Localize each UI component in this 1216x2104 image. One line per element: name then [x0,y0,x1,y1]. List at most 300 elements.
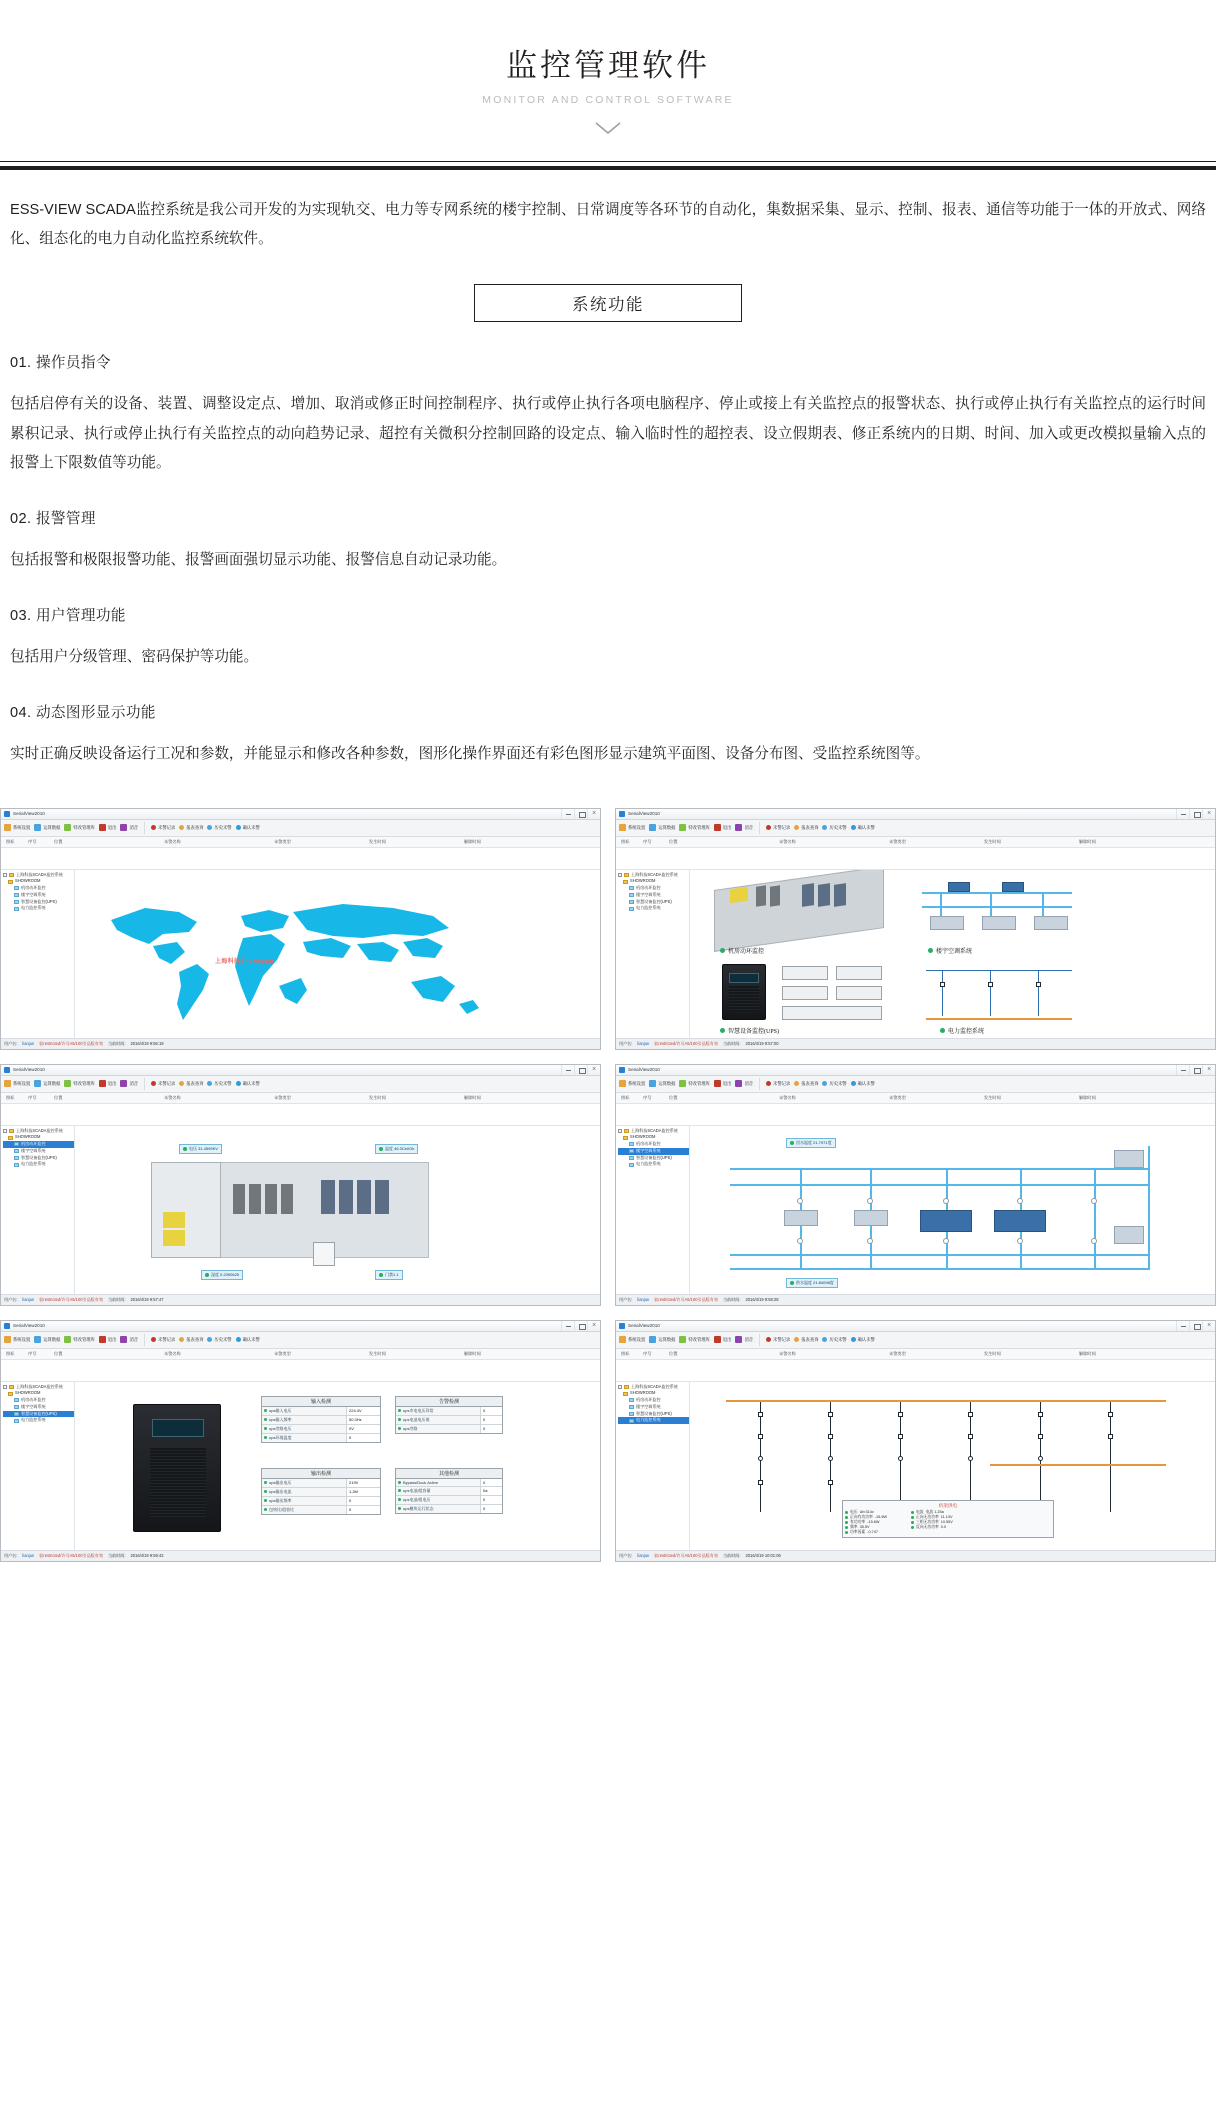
status-license: 软restricted/许可A5/100引品版有效 [654,1552,718,1558]
toolbar-button-confirm-alarm[interactable]: 确认未警 [236,825,260,831]
window-title: SerialView2010 [13,811,45,816]
window-titlebar [616,1321,1215,1332]
toolbar-button-history-alarm[interactable]: 历史未警 [822,1337,846,1343]
root-folder-icon [624,1129,629,1133]
earth-switch[interactable] [758,1480,763,1485]
window-maximize-icon[interactable] [1189,809,1202,819]
window-maximize-icon[interactable] [574,809,587,819]
app-icon [4,1323,10,1329]
toolbar-button-edit-library[interactable]: 特改管理库 [64,1336,94,1343]
tree-item-power[interactable]: 电力监控系统 [618,905,689,912]
expand-icon[interactable]: - [4,1128,6,1133]
canvas-room-3d[interactable] [75,1126,600,1296]
ct-symbol[interactable] [898,1456,903,1461]
window-titlebar [1,1321,600,1332]
tree-item-ups[interactable]: 智慧设备监控(UPS) [618,899,689,906]
valve-node[interactable] [867,1238,873,1244]
report-icon [794,1081,799,1086]
leaf-icon [629,900,634,904]
valve-node[interactable] [1091,1238,1097,1244]
expand-icon[interactable]: - [619,1384,621,1389]
tree-item-ups[interactable]: 智慧设备监控(UPS) [618,1155,689,1162]
status-time-label: 当前时间: [107,1296,126,1302]
main-busbar [726,1400,1166,1402]
table-input-detection: 输入检测 ups输入电压 224.4V ups输入频率 50.3Hz ups旁路电压 0V ups环境温度 0 [261,1396,381,1443]
mute-icon [735,1336,742,1343]
tree-item-root[interactable]: - 上海科技SCADA监控系统 [619,1127,678,1133]
exit-icon [714,1336,721,1343]
disconnect-switch[interactable] [968,1412,973,1417]
tree-item-hvac[interactable]: 楼宇空调系统 [3,1148,74,1155]
confirm-icon [851,1337,856,1342]
metric-chip-voltage[interactable]: 电压 31.4599KV [179,1144,222,1154]
server-rack [249,1184,261,1214]
toolbar-button-confirm-alarm[interactable]: 确认未警 [851,825,875,831]
table-row[interactable]: ups环境温度 0 [262,1434,380,1442]
toolbar-button-runtime-data[interactable]: 运算数据 [34,1336,60,1343]
canvas-four-up-overview[interactable] [690,870,1215,1040]
status-user-label: 用户名: [4,1552,18,1558]
folder-icon [8,1136,13,1140]
toolbar-button-alarm-record[interactable]: 未警记录 [151,1337,175,1343]
valve-node[interactable] [1017,1198,1023,1204]
toolbar-button-runtime-data[interactable]: 运算数据 [649,824,675,831]
canvas-world-map[interactable] [75,870,600,1040]
tree-item-hvac[interactable]: 楼宇空调系统 [3,1404,74,1411]
toolbar-button-exit[interactable]: 退出 [714,824,732,831]
tree-item-root[interactable]: - 上海科技SCADA监控系统 [619,871,678,877]
tree-item-ups[interactable]: 智慧设备监控(UPS) [618,1411,689,1418]
status-user-value: lianjun [637,1553,650,1558]
folder-icon [623,880,628,884]
valve-node[interactable] [867,1198,873,1204]
toolbar-button-alarm-record[interactable]: 未警记录 [766,1081,790,1087]
tree-item-showroom[interactable]: SHOWROOM [3,1134,74,1141]
toolbar-button-history-alarm[interactable]: 历史未警 [207,1081,231,1087]
table-row[interactable]: ups电池/组电压 0 [396,1496,502,1505]
leaf-icon [14,900,19,904]
lower-header-pipe [730,1254,1150,1256]
circuit-breaker[interactable] [898,1434,903,1439]
window-close-icon[interactable] [1202,1321,1215,1331]
window-close-icon[interactable] [1202,1065,1215,1075]
page-title: 监控管理软件 [506,48,710,83]
confirm-icon [236,1337,241,1342]
toolbar-button-confirm-alarm[interactable]: 确认未警 [236,1081,260,1087]
window-minimize-icon[interactable] [1176,1321,1189,1331]
leaf-icon [629,1149,634,1153]
toolbar-button-system-settings[interactable]: 系统设置 [4,1336,30,1343]
chiller-unit[interactable] [920,1210,972,1232]
tree-item-power[interactable]: 电力监控系统 [3,905,74,912]
window-toolbar [1,1076,600,1093]
navigation-tree[interactable] [1,1382,75,1552]
alarm-list-area[interactable] [616,848,1215,870]
window-maximize-icon[interactable] [574,1321,587,1331]
server-rack [281,1184,293,1214]
window-minimize-icon[interactable] [561,1065,574,1075]
header-divider [0,161,1216,170]
table-row[interactable]: Bypass/Duck Active 0 [396,1479,502,1487]
history-icon [822,1337,827,1342]
quadrant-caption-ups: 智慧设备监控(UPS) [720,1026,779,1035]
toolbar-button-mute[interactable]: 消音 [735,824,753,831]
ups-graphic [722,964,766,1020]
toolbar-button-edit-library[interactable]: 特改管理库 [679,824,709,831]
screenshot-gallery [0,808,1216,1580]
toolbar-button-exit[interactable]: 退出 [99,824,117,831]
legend-item: 功率因素 -0.747 [845,1530,907,1535]
tree-item-showroom[interactable]: SHOWROOM [618,1390,689,1397]
toolbar-button-edit-library[interactable]: 特改管理库 [64,1080,94,1087]
tree-item-room-monitor[interactable]: 机房动环监控 [618,1141,689,1148]
circuit-breaker[interactable] [1038,1434,1043,1439]
leaf-icon [14,1419,19,1423]
status-bar [616,1550,1215,1561]
ahu-unit [1002,882,1024,892]
toolbar-button-edit-library[interactable]: 特改管理库 [679,1080,709,1087]
legend-item: 有功功率 -15.6W [845,1520,907,1525]
access-door [313,1242,335,1266]
toolbar-button-runtime-data[interactable]: 运算数据 [649,1336,675,1343]
circuit-breaker[interactable] [1108,1434,1113,1439]
table-row[interactable]: ups市电电压异常 0 [396,1407,502,1416]
expand-icon[interactable]: - [619,1128,621,1133]
navigation-tree[interactable] [616,1382,690,1552]
toolbar-button-report-query[interactable]: 报表查询 [794,825,818,831]
expand-icon[interactable]: - [4,872,6,877]
metric-chip-door[interactable]: 门禁1 1 [375,1270,403,1280]
mute-icon [735,1080,742,1087]
gear-icon [619,1336,626,1343]
window-minimize-icon[interactable] [1176,1065,1189,1075]
valve-node[interactable] [943,1238,949,1244]
exit-icon [714,824,721,831]
tree-item-showroom[interactable]: SHOWROOM [3,878,74,885]
window-toolbar [616,1076,1215,1093]
screenshot-room-3d-window [0,1064,601,1306]
page-header [0,0,1216,170]
status-time-value: 2016/4/19 9:56:19 [130,1041,164,1046]
toolbar-button-system-settings[interactable]: 系统设置 [619,1336,645,1343]
tree-item-root[interactable]: - 上海科技SCADA监控系统 [4,1383,63,1389]
folder-icon [8,880,13,884]
status-user-label: 用户名: [619,1296,633,1302]
toolbar-button-confirm-alarm[interactable]: 确认未警 [851,1081,875,1087]
window-close-icon[interactable] [1202,809,1215,819]
window-maximize-icon[interactable] [1189,1321,1202,1331]
toolbar-button-exit[interactable]: 退出 [714,1080,732,1087]
valve-node[interactable] [943,1198,949,1204]
server-rack [233,1184,245,1214]
page-subtitle: MONITOR AND CONTROL SOFTWARE [482,94,734,106]
cooling-tower[interactable] [1114,1150,1144,1168]
feeder-line [1110,1402,1111,1512]
tree-item-room-monitor[interactable]: 机房动环监控 [618,885,689,892]
tree-item-hvac[interactable]: 楼宇空调系统 [618,1148,689,1155]
leaf-icon [629,893,634,897]
status-bar [1,1038,600,1049]
toolbar-button-mute[interactable]: 消音 [120,1336,138,1343]
navigation-tree[interactable] [616,870,690,1040]
window-minimize-icon[interactable] [1176,809,1189,819]
toolbar-button-history-alarm[interactable]: 历史未警 [207,1337,231,1343]
status-time-value: 2016/4/19 9:58:28 [745,1297,779,1302]
status-time-value: 2016/4/19 10:01:06 [745,1553,781,1558]
alarm-list-area[interactable] [1,848,600,870]
toolbar-button-runtime-data[interactable]: 运算数据 [34,1080,60,1087]
tree-item-hvac[interactable]: 楼宇空调系统 [618,892,689,899]
toolbar-button-report-query[interactable]: 报表查询 [179,825,203,831]
toolbar-button-alarm-record[interactable]: 未警记录 [766,1337,790,1343]
toolbar-button-report-query[interactable]: 报表查询 [794,1337,818,1343]
mute-icon [120,1080,127,1087]
toolbar-button-alarm-record[interactable]: 未警记录 [766,825,790,831]
ahu-unit [948,882,970,892]
toolbar-button-confirm-alarm[interactable]: 确认未警 [851,1337,875,1343]
expand-icon[interactable]: - [619,872,621,877]
canvas-hvac-schematic[interactable] [690,1126,1215,1296]
alarm-list-area[interactable] [1,1360,600,1382]
toolbar-button-report-query[interactable]: 报表查询 [179,1081,203,1087]
alarm-table-header: 图标 序号 位置 未警名称 未警类型 发生时间 解除时间 [1,1349,600,1360]
breaker-symbol[interactable] [988,982,993,987]
valve-node[interactable] [1091,1198,1097,1204]
metric-chip-temperature[interactable]: 温度 46.3Cel/Oh [375,1144,418,1154]
root-folder-icon [624,873,629,877]
tree-item-ups[interactable]: 智慧设备监控(UPS) [3,1411,74,1418]
navigation-tree[interactable] [616,1126,690,1296]
app-icon [619,1323,625,1329]
leaf-icon [14,1156,19,1160]
leaf-icon [14,1412,19,1416]
valve-node[interactable] [797,1198,803,1204]
room-iso-graphic [714,870,884,952]
database-icon [649,824,656,831]
tree-item-showroom[interactable]: SHOWROOM [3,1390,74,1397]
tree-item-ups[interactable]: 智慧设备监控(UPS) [3,899,74,906]
status-bar [616,1294,1215,1305]
table-row[interactable]: ups电池电压低 0 [396,1416,502,1425]
database-icon [649,1336,656,1343]
leaf-icon [14,1142,19,1146]
canvas-ups-detail[interactable] [75,1382,600,1552]
toolbar-button-system-settings[interactable]: 系统设置 [619,824,645,831]
table-row[interactable]: ups输入频率 50.3Hz [262,1416,380,1425]
metric-chip-supply-temp[interactable]: 供水温度 21.84098度 [786,1278,838,1288]
server-rack [375,1180,389,1214]
toolbar-button-report-query[interactable]: 报表查询 [794,1081,818,1087]
canvas-one-line-diagram[interactable] [690,1382,1215,1552]
table-row[interactable]: ups电池/组容量 0a [396,1487,502,1496]
status-time-value: 2016/4/19 9:57:00 [745,1041,779,1046]
toolbar-button-system-settings[interactable]: 系统设置 [619,1080,645,1087]
metric-chip-return-temp[interactable]: 回水温度 21.7971度 [786,1138,836,1148]
window-title: SerialView2010 [13,1323,45,1328]
alarm-record-icon [766,1081,771,1086]
toolbar-button-exit[interactable]: 退出 [714,1336,732,1343]
alarm-list-area[interactable] [616,1104,1215,1126]
toolbar-button-exit[interactable]: 退出 [99,1080,117,1087]
window-close-icon[interactable] [587,1065,600,1075]
status-time-value: 2016/4/19 9:57:47 [130,1297,164,1302]
toolbar-button-mute[interactable]: 消音 [120,1080,138,1087]
function-body-2: 包括报警和极限报警功能、报警画面强切显示功能、报警信息自动记录功能。 [10,551,507,568]
tree-item-ups[interactable]: 智慧设备监控(UPS) [3,1155,74,1162]
toolbar-button-mute[interactable]: 消音 [735,1336,753,1343]
tree-item-room-monitor[interactable]: 机房动环监控 [618,1397,689,1404]
window-maximize-icon[interactable] [1189,1065,1202,1075]
legend-item: 电流 电流 1.25a [911,1510,973,1515]
riser-pipe [1148,1146,1150,1268]
root-folder-icon [9,873,14,877]
toolbar-button-edit-library[interactable]: 特改管理库 [679,1336,709,1343]
toolbar-button-confirm-alarm[interactable]: 确认未警 [236,1337,260,1343]
alarm-record-icon [766,825,771,830]
tree-item-showroom[interactable]: SHOWROOM [618,878,689,885]
toolbar-button-runtime-data[interactable]: 运算数据 [34,824,60,831]
ct-symbol[interactable] [758,1456,763,1461]
table-row[interactable]: ups旁路 0 [396,1425,502,1433]
tree-item-room-monitor[interactable]: 机房动环监控 [3,1141,74,1148]
circuit-breaker[interactable] [968,1434,973,1439]
rack-panel [782,966,828,980]
ct-symbol[interactable] [968,1456,973,1461]
return-header-pipe [730,1184,1150,1186]
navigation-tree[interactable] [1,870,75,1040]
app-icon [4,811,10,817]
toolbar-button-exit[interactable]: 退出 [99,1336,117,1343]
root-folder-icon [624,1385,629,1389]
tree-item-power[interactable]: 电力监控系统 [3,1161,74,1168]
disconnect-switch[interactable] [898,1412,903,1417]
leaf-icon [629,907,634,911]
tree-item-room-monitor[interactable]: 机房动环监控 [3,1397,74,1404]
tree-item-power[interactable]: 电力监控系统 [3,1417,74,1424]
toolbar-button-runtime-data[interactable]: 运算数据 [649,1080,675,1087]
status-time-label: 当前时间: [722,1040,741,1046]
table-row[interactable]: ups旁路电压 0V [262,1425,380,1434]
window-minimize-icon[interactable] [561,1321,574,1331]
confirm-icon [851,825,856,830]
legend-item: 三相无功功率 10.55V [911,1520,973,1525]
window-titlebar [1,1065,600,1076]
database-icon [34,824,41,831]
toolbar-button-mute[interactable]: 消音 [120,824,138,831]
tree-item-root[interactable]: - 上海科技SCADA监控系统 [4,1127,63,1133]
disconnect-switch[interactable] [828,1412,833,1417]
leaf-icon [14,1405,19,1409]
table-row[interactable]: ups输出电流 1.2M [262,1488,380,1497]
leaf-icon [629,1419,634,1423]
status-time-label: 当前时间: [722,1552,741,1558]
valve-node[interactable] [797,1238,803,1244]
cooling-tower[interactable] [1114,1226,1144,1244]
toolbar-button-history-alarm[interactable]: 历史未警 [822,1081,846,1087]
toolbar-button-system-settings[interactable]: 系统设置 [4,824,30,831]
tree-item-root[interactable]: - 上海科技SCADA监控系统 [4,871,63,877]
metric-chip-humidity[interactable]: 湿度 0.2390625 [201,1270,243,1280]
status-time-label: 当前时间: [107,1040,126,1046]
database-icon [649,1080,656,1087]
circuit-breaker[interactable] [758,1434,763,1439]
leaf-icon [14,886,19,890]
table-row[interactable]: ups输入电压 224.4V [262,1407,380,1416]
supply-header-pipe [730,1168,1150,1170]
tree-item-root[interactable]: - 上海科技SCADA监控系统 [619,1383,678,1389]
server-rack [357,1180,371,1214]
function-list [10,351,1206,769]
toolbar-button-edit-library[interactable]: 特改管理库 [64,824,94,831]
edit-icon [64,824,71,831]
disconnect-switch[interactable] [1108,1412,1113,1417]
table-row[interactable]: ups输出频率 0 [262,1497,380,1506]
toolbar-button-history-alarm[interactable]: 历史未警 [207,825,231,831]
circuit-breaker[interactable] [828,1434,833,1439]
chiller-unit[interactable] [994,1210,1046,1232]
tree-item-hvac[interactable]: 楼宇空调系统 [3,892,74,899]
navigation-tree[interactable] [1,1126,75,1296]
toolbar-button-alarm-record[interactable]: 未警记录 [151,825,175,831]
alarm-list-area[interactable] [1,1104,600,1126]
edit-icon [679,1080,686,1087]
edit-icon [679,1336,686,1343]
valve-node[interactable] [1017,1238,1023,1244]
status-license: 软restricted/许可A5/100引品版有效 [654,1296,718,1302]
ct-symbol[interactable] [828,1456,833,1461]
report-icon [179,1081,184,1086]
window-close-icon[interactable] [587,1321,600,1331]
report-icon [179,825,184,830]
table-row[interactable]: 包络比/组容比 0 [262,1506,380,1514]
root-folder-icon [9,1385,14,1389]
tree-item-hvac[interactable]: 楼宇空调系统 [618,1404,689,1411]
server-rack [818,883,830,907]
window-close-icon[interactable] [587,809,600,819]
window-title: SerialView2010 [628,1323,660,1328]
disconnect-switch[interactable] [758,1412,763,1417]
toolbar-button-system-settings[interactable]: 系统设置 [4,1080,30,1087]
ct-symbol[interactable] [1038,1456,1043,1461]
tree-item-power[interactable]: 电力监控系统 [618,1417,689,1424]
toolbar-button-history-alarm[interactable]: 历史未警 [822,825,846,831]
tree-item-room-monitor[interactable]: 机房动环监控 [3,885,74,892]
air-handling-unit[interactable] [854,1210,888,1226]
table-output-detection: 输出检测 ups输出电压 219V ups输出电流 1.2M ups输出频率 0 包络比/组容比 0 [261,1468,381,1515]
earth-switch[interactable] [828,1480,833,1485]
tree-item-showroom[interactable]: SHOWROOM [618,1134,689,1141]
table-row[interactable]: ups模块运行状态 0 [396,1505,502,1513]
expand-icon[interactable]: - [4,1384,6,1389]
air-handling-unit[interactable] [784,1210,818,1226]
disconnect-switch[interactable] [1038,1412,1043,1417]
alarm-list-area[interactable] [616,1360,1215,1382]
window-minimize-icon[interactable] [561,809,574,819]
toolbar-button-mute[interactable]: 消音 [735,1080,753,1087]
breaker-symbol[interactable] [940,982,945,987]
history-icon [207,825,212,830]
window-maximize-icon[interactable] [574,1065,587,1075]
window-titlebar [616,1065,1215,1076]
tree-item-power[interactable]: 电力监控系统 [618,1161,689,1168]
toolbar-button-alarm-record[interactable]: 未警记录 [151,1081,175,1087]
breaker-symbol[interactable] [1036,982,1041,987]
lower-header-pipe-2 [730,1268,1150,1270]
function-body-3: 包括用户分级管理、密码保护等功能。 [10,649,259,666]
toolbar-button-report-query[interactable]: 报表查询 [179,1337,203,1343]
window-toolbar [616,820,1215,837]
table-row[interactable]: ups输出电压 219V [262,1479,380,1488]
